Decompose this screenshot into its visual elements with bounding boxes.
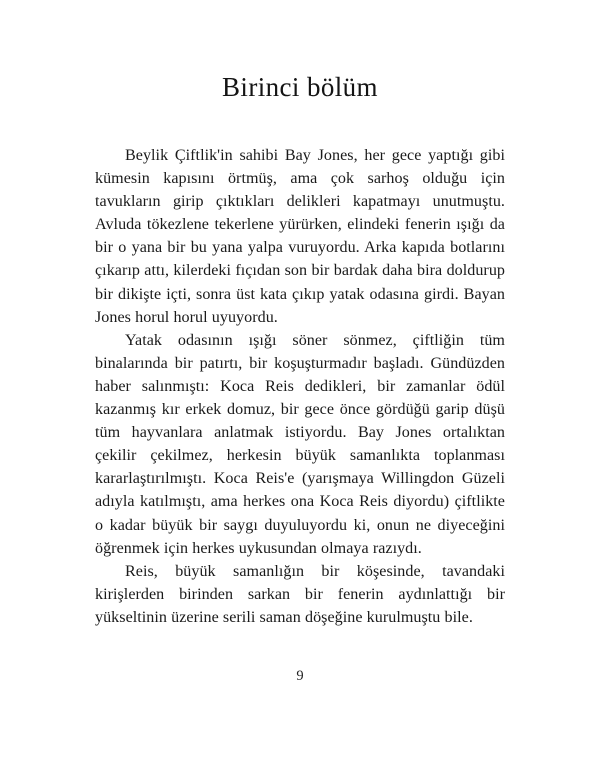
body-paragraph: Yatak odasının ışığı söner sönmez, çiftliğin tüm binalarında bir patırtı, bir koşuşturmadır başladı. Gündüzden haber salınmıştı: Koca Reis dedikleri, bir zamanlar ödül kazanmış kır erkek domuz, bir gece önce gördüğü garip düşü tüm hayvanlara anlatmak istiyordu. Bay Jones ortalıktan çekilir çekilmez, herkesin büyük samanlıkta toplanması kararlaştırılmıştı. Koca Reis'e (yarışmaya Willingdon Güzeli adıyla katılmıştı, ama herkes ona Koca Reis diyordu) çiftlikte o kadar büyük bir saygı duyuluyordu ki, onun ne diyeceğini öğrenmek için herkes uykusundan olmaya razıydı. xyxy=(95,331,505,557)
page-number: 9 xyxy=(296,668,304,684)
body-paragraph: Beylik Çiftlik'in sahibi Bay Jones, her gece yaptığı gibi kümesin kapısını örtmüş, ama çok sarhoş olduğu için tavukların girip çıktıkları delikleri kapatmayı unutmuştu. Avluda tökezlene tekerlene yürürken, elindeki fenerin ışığı da bir o yana bir bu yana yalpa vuruyordu. Arka kapıda botlarını çıkarıp attı, kilerdeki fıçıdan son bir bardak daha bira doldurup bir dikişte içti, sonra üst kata çıkıp yatak odasına girdi. Bayan Jones horul horul uyuyordu. xyxy=(95,147,505,326)
body-text-column xyxy=(95,144,505,629)
chapter-title: Birinci bölüm xyxy=(222,72,378,102)
body-paragraph: Reis, büyük samanlığın bir köşesinde, tavandaki kirişlerden birinden sarkan bir fenerin aydınlattığı bir yükseltinin üzerine serili saman döşeğine kurulmuştu bile. xyxy=(95,562,505,626)
